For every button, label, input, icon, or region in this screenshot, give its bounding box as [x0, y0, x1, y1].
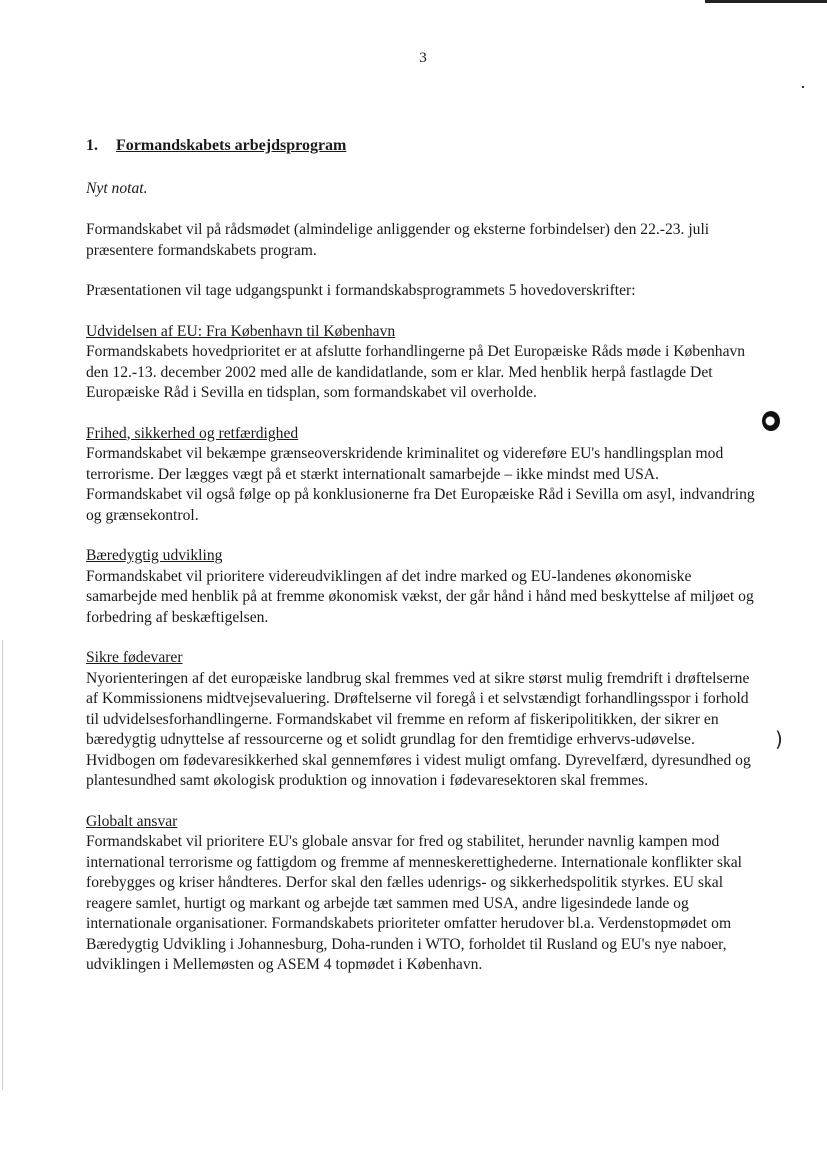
heading-title: Formandskabets arbejdsprogram: [116, 137, 347, 154]
intro-paragraph-1: Formandskabet vil på rådsmødet (almindelige anliggender og eksterne forbindelser) den 22.-23. juli præsentere formandskabets program.: [86, 221, 710, 259]
section-body-global-responsibility: Formandskabet vil prioritere EU's globale ansvar for fred og stabilitet, herunder navnlig kampen mod international terrorisme og fattigdom og fremme af menneskerettighederne. Internationale konflikter skal forebygges og kriser håndteres. Derfor skal den fælles udenrigs- og sikkerhedspolitik styrkes. EU skal reagere samlet, hurtigt og markant og arbejde tæt sammen med USA, andre ligesindede lande og internationale organisationer. Formandskabets prioriteter omfatter herudover bl.a. Verdenstopmødet om Bæredygtig Udvikling i Johannesburg, Doha-runden i WTO, forholdet til Rusland og EU's nye naboer, udviklingen i Mellemøsten og ASEM 4 topmødet i København.: [86, 833, 742, 973]
margin-bracket-icon: ): [775, 727, 783, 751]
section-body-enlargement: Formandskabets hovedprioritet er at afslutte forhandlingerne på Det Europæiske Råds møde i København den 12.-13. december 2002 med alle de kandidatlande, som er klar. Med henblik herpå fastlagde Det Europæiske Råd i Sevilla en tidsplan, som formandskabet vil overholde.: [86, 343, 746, 401]
section-title-justice: Frihed, sikkerhed og retfærdighed: [86, 424, 299, 442]
document-body: [86, 136, 758, 996]
section-title-sustainability: Bæredygtig udvikling: [86, 547, 223, 564]
section-title-food-safety: Sikre fødevarer: [86, 649, 183, 666]
note-label: Nyt notat.: [86, 179, 148, 197]
section-body-food-safety: Nyorienteringen af det europæiske landbrug skal fremmes ved at sikre størst mulig fremdrift i drøftelserne af Kommissionens midtvejsevaluering. Drøftelserne vil foregå i et selvstændigt forhandlingsspor i forhold til udvidelsesforhandlingerne. Formandskabet vil fremme en reform af fiskeripolitikken, der sikrer en bæredygtig udnyttelse af ressourcerne og et solidt grundlag for den fremtidige erhvervs-udøvelse. Hvidbogen om fødevaresikkerhed skal gennemføres i videst muligt omfang. Dyrevelfærd, dyresundhed og plantesundhed samt økologisk produktion og innovation i fødevaresektoren skal fremmes.: [86, 669, 751, 789]
section-body-sustainability: Formandskabet vil prioritere videreudviklingen af det indre marked og EU-landenes økonomiske samarbejde med henblik på at fremme økonomisk vækst, der går hånd i hånd med beskyttelse af miljøet og forbedring af beskæftigelsen.: [86, 567, 754, 626]
intro-paragraph-2: Præsentationen vil tage udgangspunkt i formandskabsprogrammets 5 hovedoverskrifter:: [86, 282, 636, 299]
section-body-justice: Formandskabet vil bekæmpe grænseoverskridende kriminalitet og videreføre EU's handlingsplan mod terrorisme. Der lægges vægt på et stærkt internationalt samarbejde – ikke mindst med USA. Formandskabet vil også følge op på konklusionerne fra Det Europæiske Råd i Sevilla om asyl, indvandring og grænsekontrol.: [86, 445, 755, 524]
section-global-responsibility: [86, 812, 758, 976]
top-edge-rule: [705, 0, 827, 3]
section-heading: [86, 136, 758, 157]
section-food-safety: [86, 648, 758, 792]
left-margin-scan-line: [2, 640, 3, 1090]
section-justice: [86, 424, 758, 527]
section-enlargement: [86, 322, 758, 404]
section-title-enlargement: Udvidelsen af EU: Fra København til København: [86, 322, 396, 340]
punch-hole-icon: [762, 411, 780, 431]
section-sustainability: [86, 546, 758, 628]
page-number: 3: [419, 50, 427, 66]
heading-number: 1.: [86, 137, 98, 154]
scan-speck: [802, 86, 804, 88]
section-title-global-responsibility: Globalt ansvar: [86, 812, 178, 830]
